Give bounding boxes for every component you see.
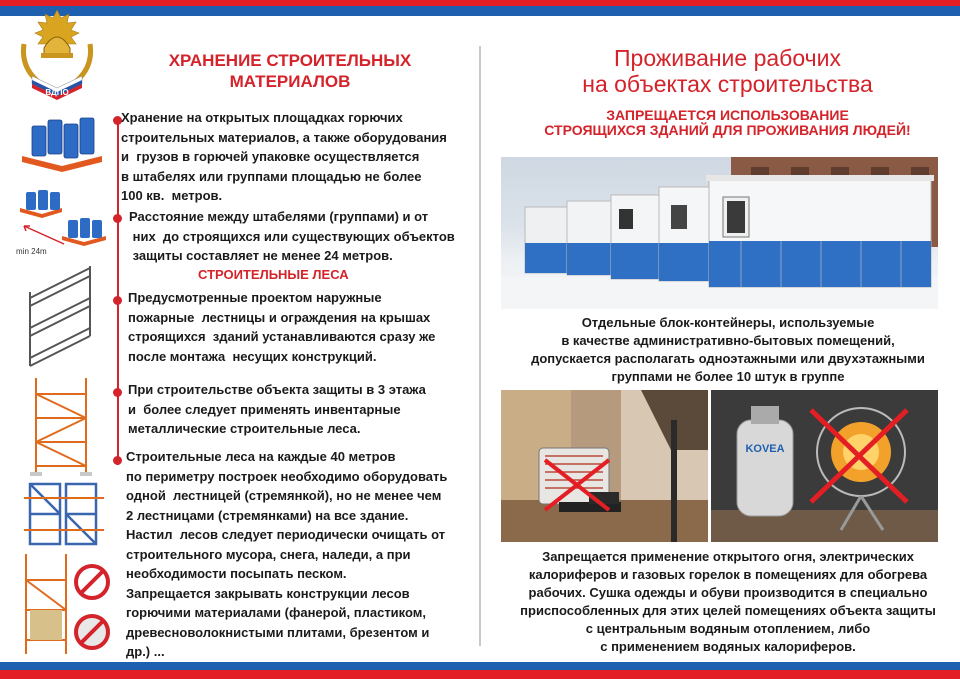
scaffold-frames-icon <box>22 478 106 550</box>
column-divider <box>479 46 481 646</box>
top-blue-stripe <box>0 6 960 16</box>
gas-can-brand: KOVEA <box>745 443 785 455</box>
caption-line: Запрещается применение открытого огня, электрических <box>542 549 914 564</box>
bullet-marker <box>113 296 122 305</box>
electric-heater-photo <box>501 390 708 542</box>
right-section-title <box>500 45 955 97</box>
bottom-blue-stripe <box>0 662 960 670</box>
warning-text <box>500 108 955 138</box>
emblem-text: ВДПО <box>45 88 69 97</box>
bottom-red-stripe <box>0 670 960 679</box>
caption-line: с центральным водяным отоплением, либо <box>585 621 871 636</box>
storage-paragraph: Хранение на открытых площадках горючих строительных материалов, а также оборудования и грузов в горючей упаковке осуществляется в штабелях или группами площадью не более 100 кв. метров. <box>121 110 447 203</box>
scaffold-covering-prohibited-icon <box>16 550 112 658</box>
right-title-line-2: на объектах строительства <box>582 71 873 97</box>
scaffold-ladders-paragraph: Строительные леса на каждые 40 метров по периметру построек необходимо оборудовать одной лестницей (стремянкой), но не менее чем 2 лестницами (стремянками) на все здание. Настил лесов следует периодически очищать от строительного мусора, снега, наледи, а при необходимости посыпать песком. Запрещается закрывать конструкции лесов горючими материалами (фанерой, пластиком, древесноволокнистыми плитами, брезентом и др.) ... <box>126 449 448 659</box>
container-blocks-photo <box>501 157 938 309</box>
heating-caption <box>494 548 960 656</box>
distance-paragraph: Расстояние между штабелями (группами) и от них до строящихся или существующих объектов защиты составляет не менее 24 метров. <box>129 209 455 263</box>
bullet-marker <box>113 214 122 223</box>
containers-caption <box>494 314 960 386</box>
fire-stairs-paragraph: Предусмотренные проектом наружные пожарные лестницы и ограждения на крышах строящихся зданий устанавливаются сразу же после монтажа несущих конструкций. <box>128 290 436 364</box>
right-title-line-1: Проживание рабочих <box>614 45 841 71</box>
caption-line: приспособленных для этих целей помещениях объекта защиты <box>520 603 936 618</box>
barrel-stacks-distance-icon <box>18 186 108 250</box>
fire-staircase-icon <box>20 262 100 370</box>
warning-line-1: ЗАПРЕЩАЕТСЯ ИСПОЛЬЗОВАНИЕ <box>606 107 849 123</box>
left-title-line-2: МАТЕРИАЛОВ <box>229 72 351 91</box>
bullet-marker <box>113 388 122 397</box>
caption-line: с применением водяных калориферов. <box>600 639 856 654</box>
storage-barrels-icon <box>18 110 106 172</box>
caption-line: Отдельные блок-контейнеры, используемые <box>581 315 875 330</box>
caption-line: калориферов и газовых горелок в помещениях для обогрева <box>528 567 928 582</box>
left-section-title <box>110 50 470 92</box>
bullet-line <box>117 120 119 465</box>
distance-label: min 24m <box>16 247 47 256</box>
vdpo-emblem-icon <box>14 4 100 104</box>
caption-line: в качестве административно-бытовых помещений, <box>561 333 895 348</box>
gas-burner-photo <box>711 390 938 542</box>
caption-line: допускается располагать одноэтажными или двухэтажными <box>531 351 925 366</box>
scaffolding-paragraph: При строительстве объекта защиты в 3 этажа и более следует применять инвентарные металлические строительные леса. <box>128 382 426 436</box>
scaffolding-heading: СТРОИТЕЛЬНЫЕ ЛЕСА <box>198 267 349 282</box>
scaffolding-tower-icon <box>24 374 98 478</box>
caption-line: группами не более 10 штук в группе <box>611 369 845 384</box>
left-title-line-1: ХРАНЕНИЕ СТРОИТЕЛЬНЫХ <box>168 51 412 70</box>
warning-line-2: СТРОЯЩИХСЯ ЗДАНИЙ ДЛЯ ПРОЖИВАНИЯ ЛЮДЕЙ! <box>544 122 911 138</box>
bullet-marker <box>113 456 122 465</box>
caption-line: рабочих. Сушка одежды и обуви производится в специально <box>528 585 928 600</box>
